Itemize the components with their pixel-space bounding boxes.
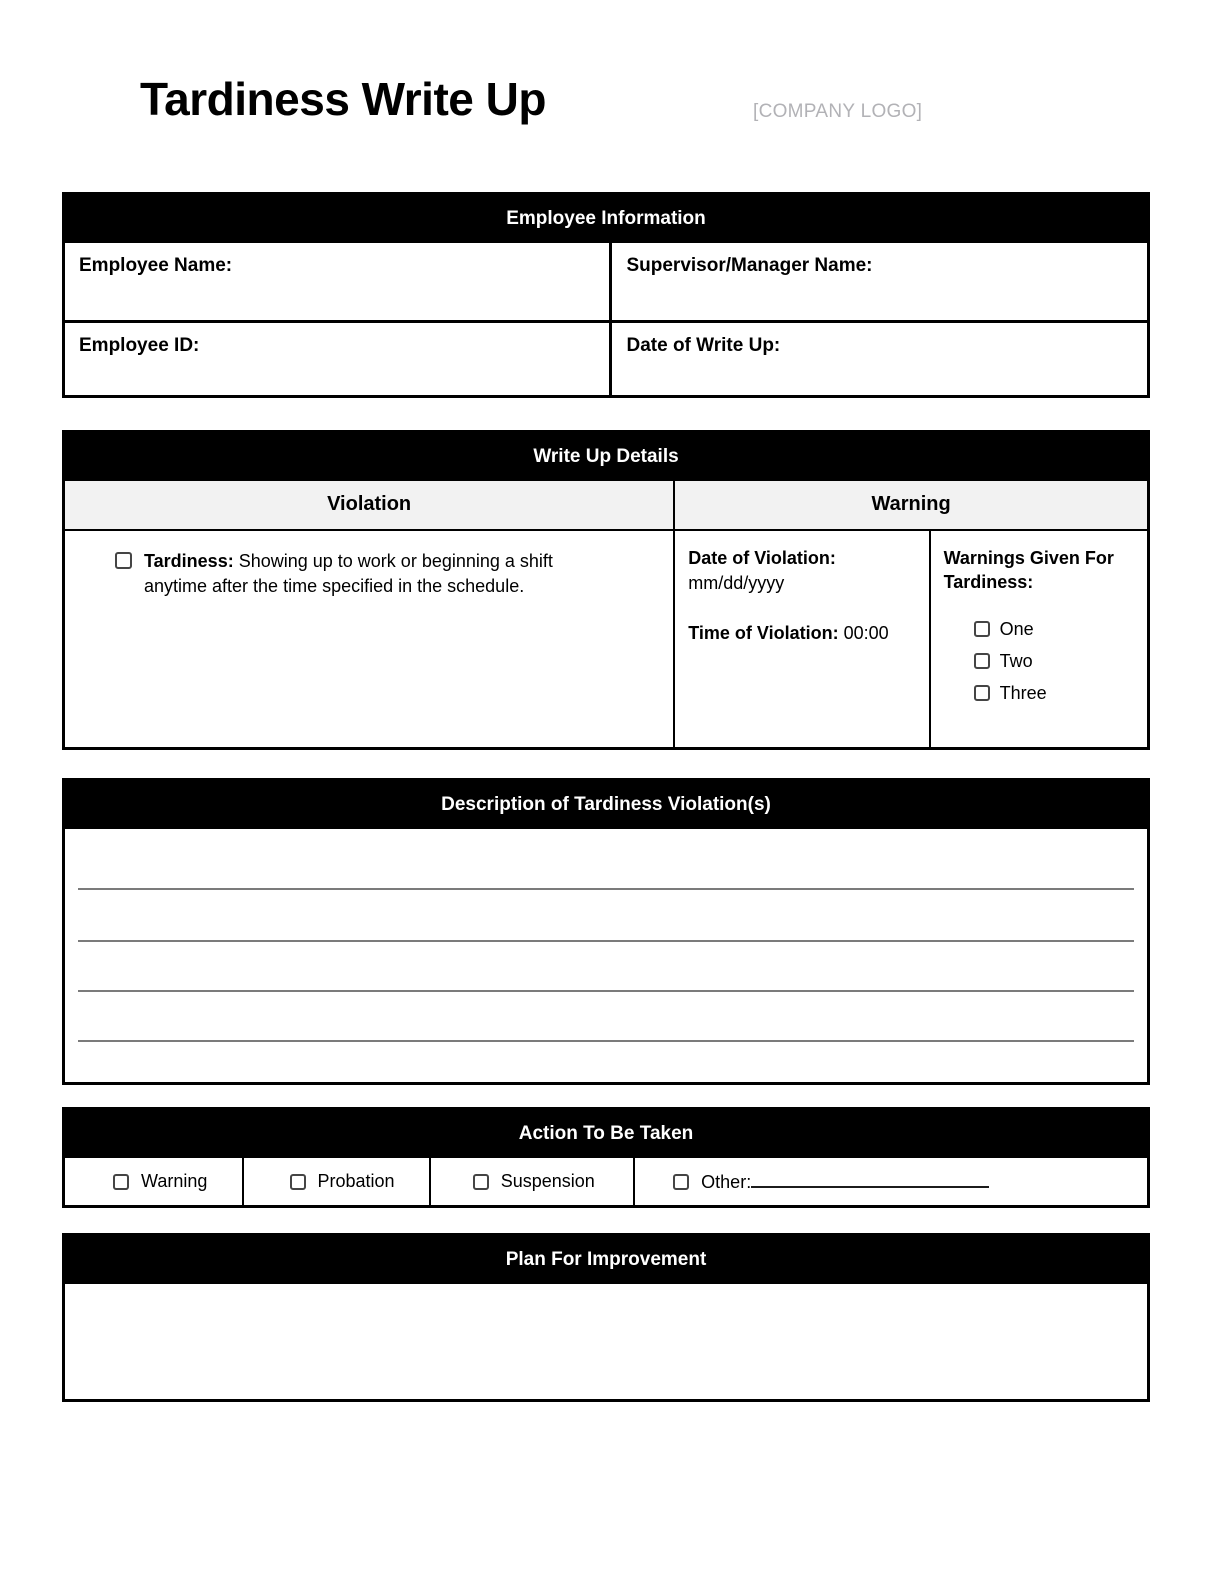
warning-column-header: Warning (871, 493, 951, 515)
warning-one-checkbox[interactable] (974, 621, 990, 637)
action-suspension-label: Suspension (500, 1171, 595, 1191)
writing-line (78, 940, 1134, 942)
warning-two-checkbox[interactable] (974, 653, 990, 669)
plan-section (62, 1233, 1150, 1402)
write-up-details-row (65, 531, 1147, 747)
warning-three-label: Three (999, 682, 1047, 703)
employee-information-table (65, 243, 1147, 395)
description-text-area[interactable] (65, 829, 1147, 1082)
warning-option-three (974, 683, 1139, 704)
employee-id-label: Employee ID: (79, 335, 200, 356)
description-header: Description of Tardiness Violation(s) (65, 781, 1147, 829)
violation-column-header: Violation (65, 481, 675, 529)
action-option-suspension (431, 1158, 635, 1205)
write-up-details-section (62, 430, 1150, 750)
warning-option-two (974, 651, 1139, 672)
date-of-write-up-label: Date of Write Up: (626, 335, 781, 356)
time-of-violation-label: Time of Violation: (688, 623, 839, 644)
tardiness-definition: Showing up to work or beginning a shift anytime after the time specified in the schedule. (144, 551, 553, 596)
action-options-row (65, 1158, 1147, 1205)
date-of-violation-label: Date of Violation: (688, 548, 836, 568)
action-probation-checkbox[interactable] (290, 1174, 306, 1190)
writing-line (78, 990, 1134, 992)
warnings-given-label: Warnings Given For Tardiness: (943, 548, 1114, 593)
tardiness-violation-text (144, 549, 602, 599)
writing-line (78, 888, 1134, 890)
violation-date-cell (675, 531, 930, 747)
action-header: Action To Be Taken (65, 1110, 1147, 1158)
time-of-violation-line (688, 621, 918, 645)
warning-three-checkbox[interactable] (974, 685, 990, 701)
action-probation-label: Probation (317, 1171, 395, 1191)
action-option-warning (65, 1158, 244, 1205)
action-other-fill-line[interactable] (751, 1171, 989, 1188)
page-title: Tardiness Write Up (140, 73, 546, 125)
write-up-details-subheader (65, 481, 1147, 531)
employee-name-field[interactable] (65, 243, 612, 323)
plan-text-area[interactable] (65, 1284, 1147, 1399)
employee-id-field[interactable] (65, 323, 612, 395)
action-other-label: Other: (701, 1171, 752, 1192)
action-option-other (635, 1158, 1147, 1205)
action-other-wrap (701, 1171, 989, 1193)
warning-two-label: Two (999, 650, 1033, 671)
company-logo-placeholder: [COMPANY LOGO] (753, 101, 923, 122)
action-warning-label: Warning (141, 1171, 208, 1191)
date-of-write-up-field[interactable] (612, 323, 1147, 395)
write-up-details-header: Write Up Details (65, 433, 1147, 481)
supervisor-name-field[interactable] (612, 243, 1147, 323)
employee-information-section (62, 192, 1150, 398)
employee-information-header: Employee Information (65, 195, 1147, 243)
violation-cell (65, 531, 675, 747)
warning-one-label: One (999, 618, 1034, 639)
plan-header: Plan For Improvement (65, 1236, 1147, 1284)
date-of-violation-value[interactable]: mm/dd/yyyy (688, 573, 785, 594)
writing-line (78, 1040, 1134, 1042)
warnings-given-options (974, 619, 1139, 704)
action-section (62, 1107, 1150, 1208)
tardiness-violation-item (115, 549, 653, 599)
employee-name-label: Employee Name: (79, 255, 233, 276)
tardiness-term: Tardiness: (144, 551, 234, 571)
action-suspension-checkbox[interactable] (473, 1174, 489, 1190)
action-warning-checkbox[interactable] (113, 1174, 129, 1190)
supervisor-name-label: Supervisor/Manager Name: (626, 255, 873, 276)
description-section (62, 778, 1150, 1085)
warnings-given-cell (931, 531, 1147, 747)
action-option-probation (244, 1158, 431, 1205)
time-of-violation-value[interactable]: 00:00 (843, 623, 889, 644)
warning-option-one (974, 619, 1139, 640)
action-other-checkbox[interactable] (673, 1174, 689, 1190)
tardiness-checkbox[interactable] (115, 552, 132, 569)
